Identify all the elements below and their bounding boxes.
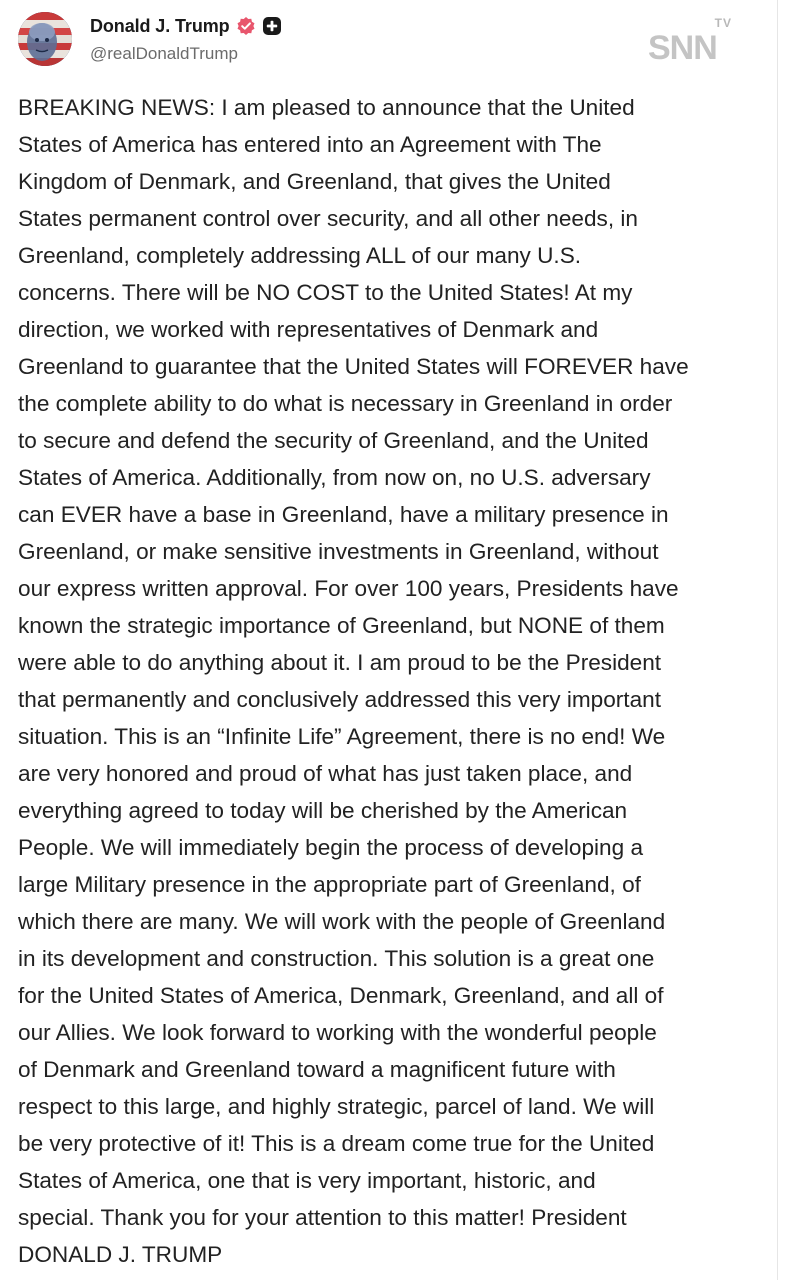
- post-header: [18, 12, 758, 68]
- post-text-line: our Allies. We look forward to working with the wonderful people: [18, 1020, 657, 1045]
- post-body: [18, 89, 764, 1273]
- post-text-line: respect to this large, and highly strategic, parcel of land. We will: [18, 1094, 655, 1119]
- post-text-line: Greenland to guarantee that the United States will FOREVER have: [18, 354, 689, 379]
- post-text-line: of Denmark and Greenland toward a magnificent future with: [18, 1057, 616, 1082]
- author-display-name[interactable]: Donald J. Trump: [90, 15, 230, 36]
- post-text-line: States of America has entered into an Agreement with The: [18, 132, 602, 157]
- post-text-line: for the United States of America, Denmark, Greenland, and all of: [18, 983, 664, 1008]
- post-text-line: special. Thank you for your attention to this matter! President: [18, 1205, 627, 1230]
- post-text-line: situation. This is an “Infinite Life” Agreement, there is no end! We: [18, 724, 666, 749]
- post-text-line: the complete ability to do what is necessary in Greenland in order: [18, 391, 673, 416]
- post-text-line: States of America, one that is very important, historic, and: [18, 1168, 596, 1193]
- post-text-line: Greenland, or make sensitive investments in Greenland, without: [18, 539, 659, 564]
- post-text-line: in its development and construction. This solution is a great one: [18, 946, 655, 971]
- post-text-line: everything agreed to today will be cherished by the American: [18, 798, 628, 823]
- watermark-logo: SNN: [648, 29, 717, 67]
- post-text-line: our express written approval. For over 100 years, Presidents have: [18, 576, 679, 601]
- post-text-line: People. We will immediately begin the process of developing a: [18, 835, 644, 860]
- post-text-line: be very protective of it! This is a dream come true for the United: [18, 1131, 655, 1156]
- post-text-line: BREAKING NEWS: I am pleased to announce that the United: [18, 95, 635, 120]
- post-text-line: known the strategic importance of Greenland, but NONE of them: [18, 613, 665, 638]
- post-text-line: large Military presence in the appropriate part of Greenland, of: [18, 872, 641, 897]
- watermark-tv: TV: [714, 16, 732, 30]
- portrait-avatar-icon: [18, 12, 72, 66]
- post-text-line: are very honored and proud of what has just taken place, and: [18, 761, 633, 786]
- post-text-line: Greenland, completely addressing ALL of our many U.S.: [18, 243, 582, 268]
- post-text-line: were able to do anything about it. I am proud to be the President: [18, 650, 662, 675]
- post-text-line: that permanently and conclusively addressed this very important: [18, 687, 661, 712]
- post-text-line: to secure and defend the security of Greenland, and the United: [18, 428, 649, 453]
- post-text-line: which there are many. We will work with the people of Greenland: [18, 909, 666, 934]
- author-name-row: [90, 14, 282, 38]
- post-text-line: States of America. Additionally, from now on, no U.S. adversary: [18, 465, 651, 490]
- watermark: [648, 16, 738, 70]
- post-text-line: concerns. There will be NO COST to the United States! At my: [18, 280, 633, 305]
- post-text-line: Kingdom of Denmark, and Greenland, that gives the United: [18, 169, 611, 194]
- avatar[interactable]: [18, 12, 72, 66]
- post-text-line: States permanent control over security, and all other needs, in: [18, 206, 638, 231]
- post-text-line: direction, we worked with representatives of Denmark and: [18, 317, 599, 342]
- post-text-line: can EVER have a base in Greenland, have a military presence in: [18, 502, 669, 527]
- plus-badge-icon: [262, 16, 282, 36]
- post-text-line: DONALD J. TRUMP: [18, 1242, 223, 1267]
- verified-badge-icon: [236, 16, 256, 36]
- author-handle[interactable]: @realDonaldTrump: [90, 44, 238, 63]
